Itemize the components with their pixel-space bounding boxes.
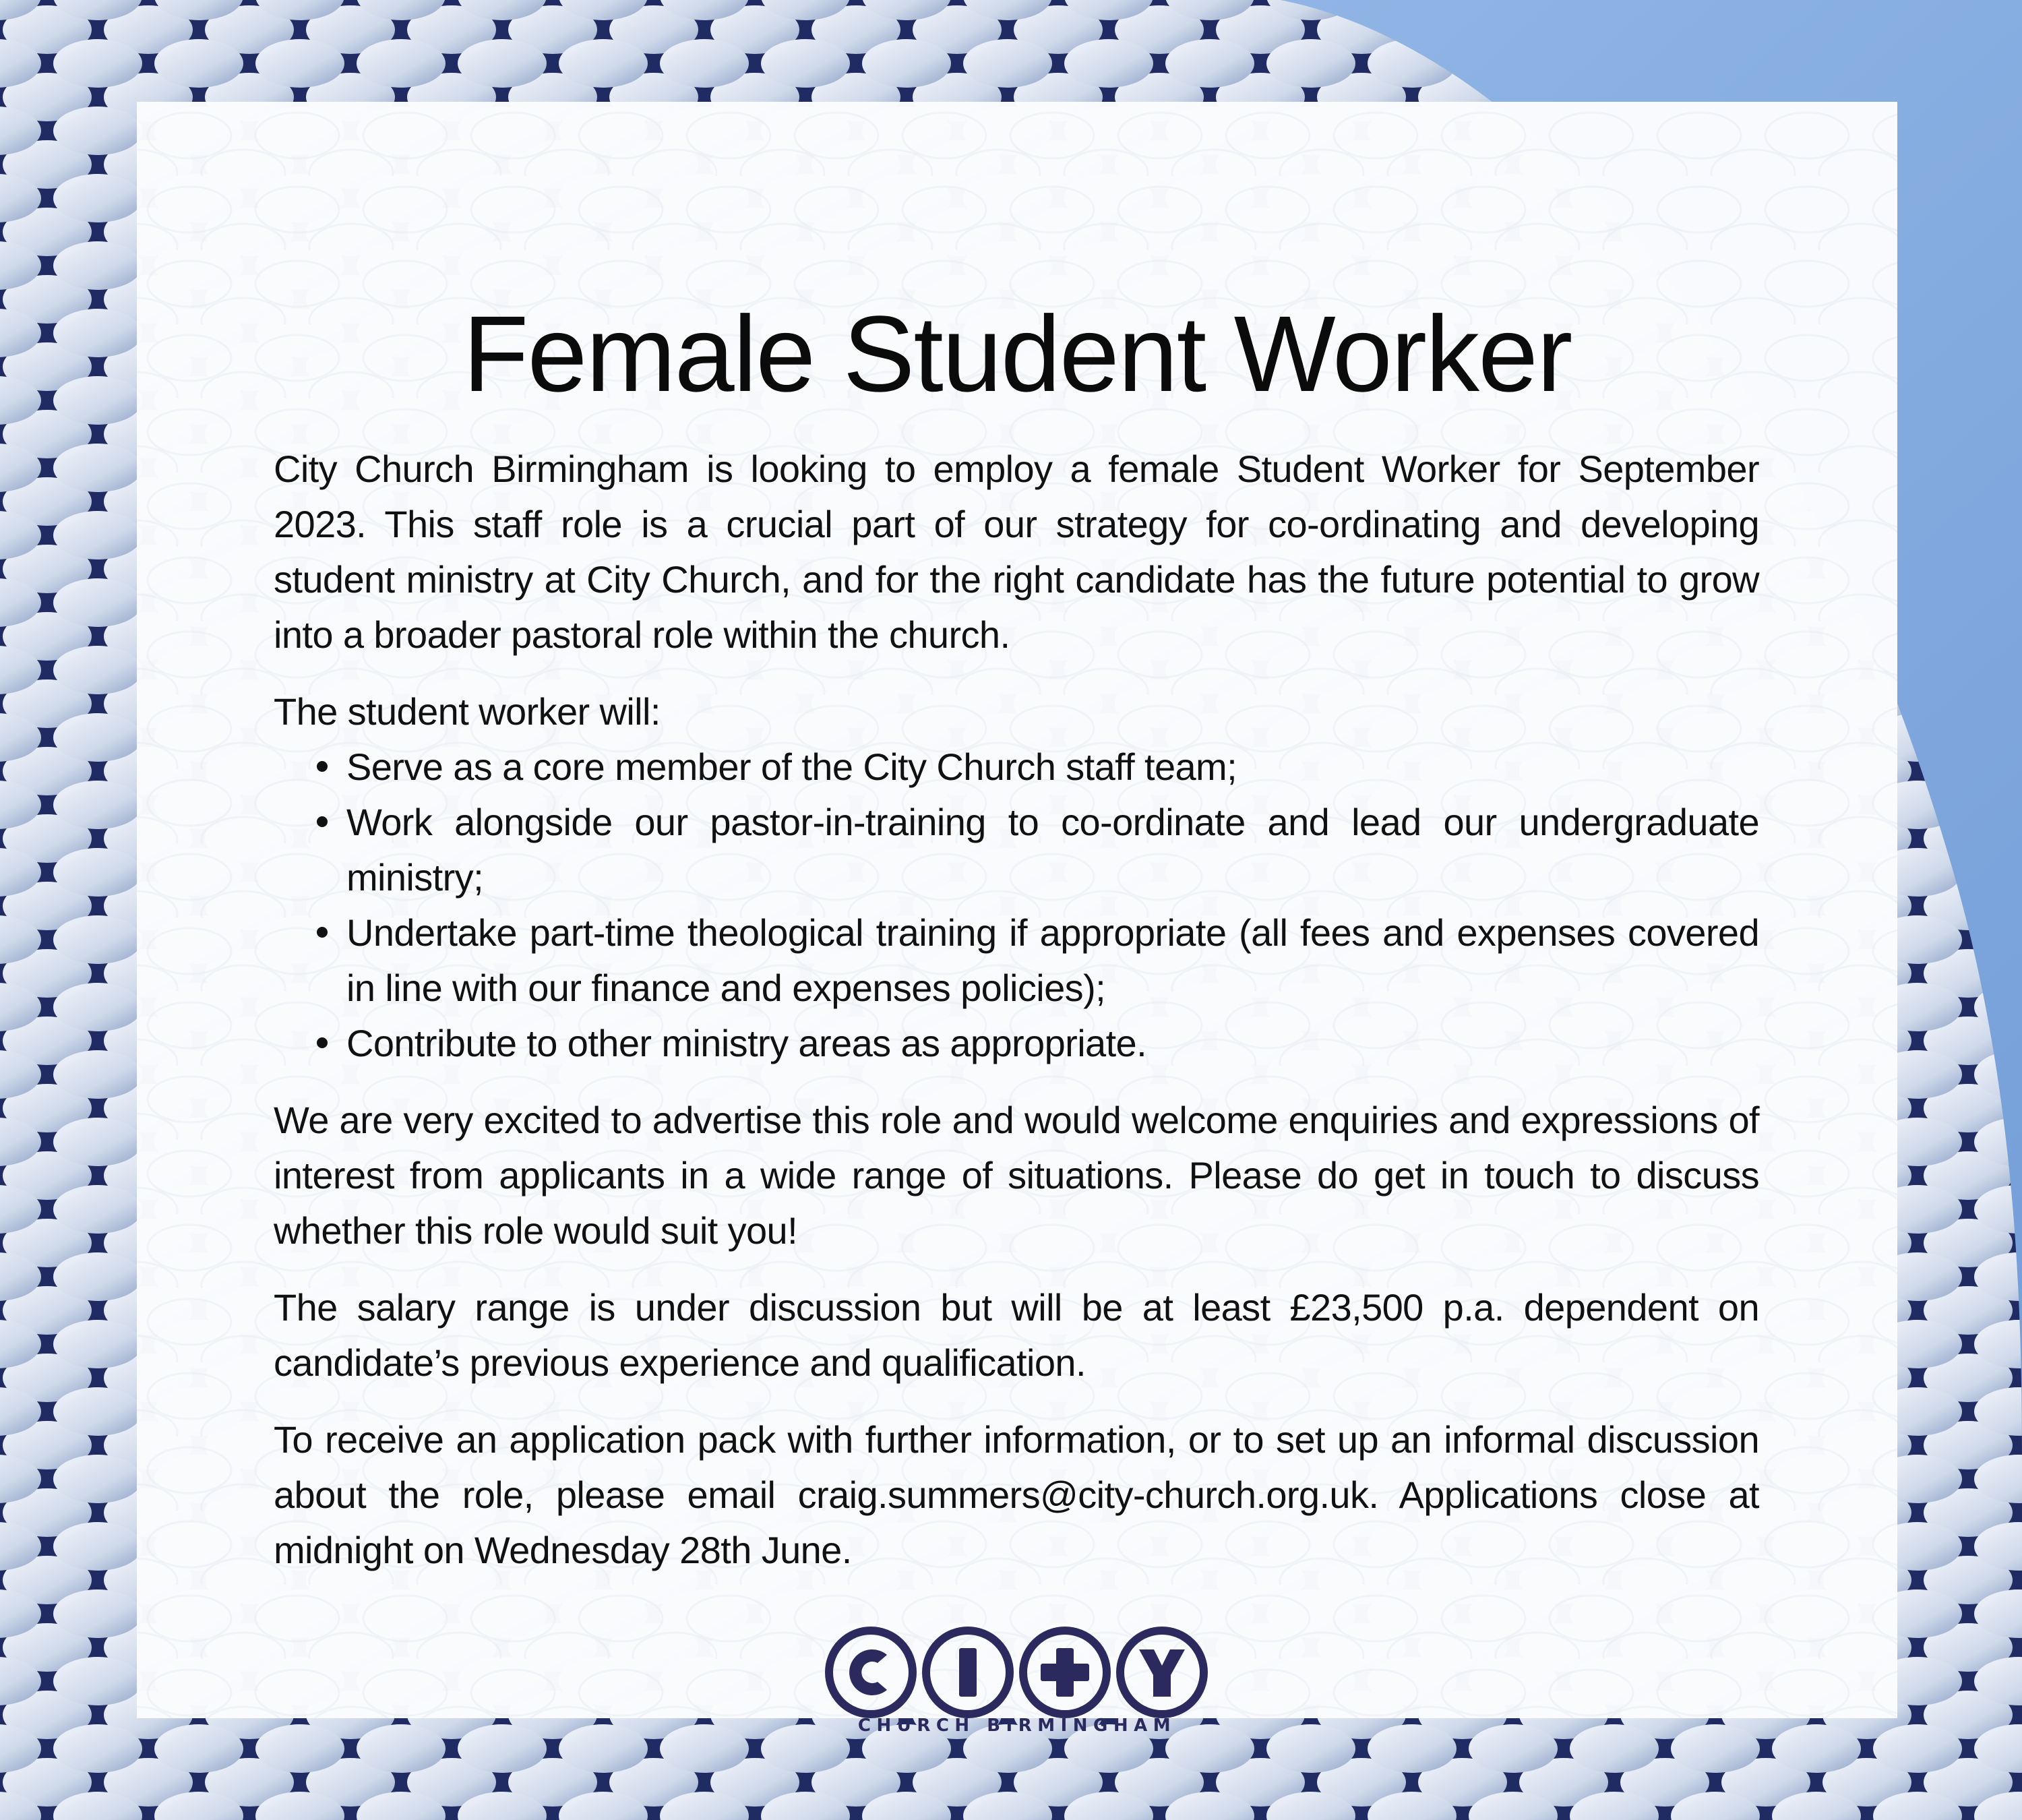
list-item: Serve as a core member of the City Church staff team; [346,739,1759,795]
advert-body [274,442,1759,1600]
logo-subtitle: CHURCH BIRMINGHAM [857,1716,1177,1736]
duties-list [274,739,1759,1071]
list-item: Work alongside our pastor-in-training to co-ordinate and lead our undergraduate ministry; [346,795,1759,905]
list-item: Undertake part-time theological training if appropriate (all fees and expenses covered in line with our finance and expenses policies); [346,905,1759,1016]
salary-paragraph: The salary range is under discussion but will be at least £23,500 p.a. dependent on candidate’s previous experience and qualification. [274,1286,1759,1384]
duties-intro: The student worker will: [274,690,661,733]
intro-paragraph: City Church Birmingham is looking to employ a female Student Worker for September 2023. This staff role is a crucial part of our strategy for co-ordinating and developing student ministry at City Church, and for the right candidate has the future potential to grow into a broader pastoral role within the church. [274,448,1759,656]
welcome-paragraph: We are very excited to advertise this role and would welcome enquiries and expressions of interest from applicants in a wide range of situations. Please do get in touch to discuss whether this role would suit you! [274,1099,1759,1252]
job-advert-card [137,102,1897,1736]
list-item: Contribute to other ministry areas as appropriate. [346,1016,1759,1071]
page-title: Female Student Worker [462,293,1572,414]
apply-paragraph: To receive an application pack with further information, or to set up an informal discussion about the role, please email craig.summers@city-church.org.uk. Applications close at midnight on Wednesday 28th June. [274,1418,1759,1571]
